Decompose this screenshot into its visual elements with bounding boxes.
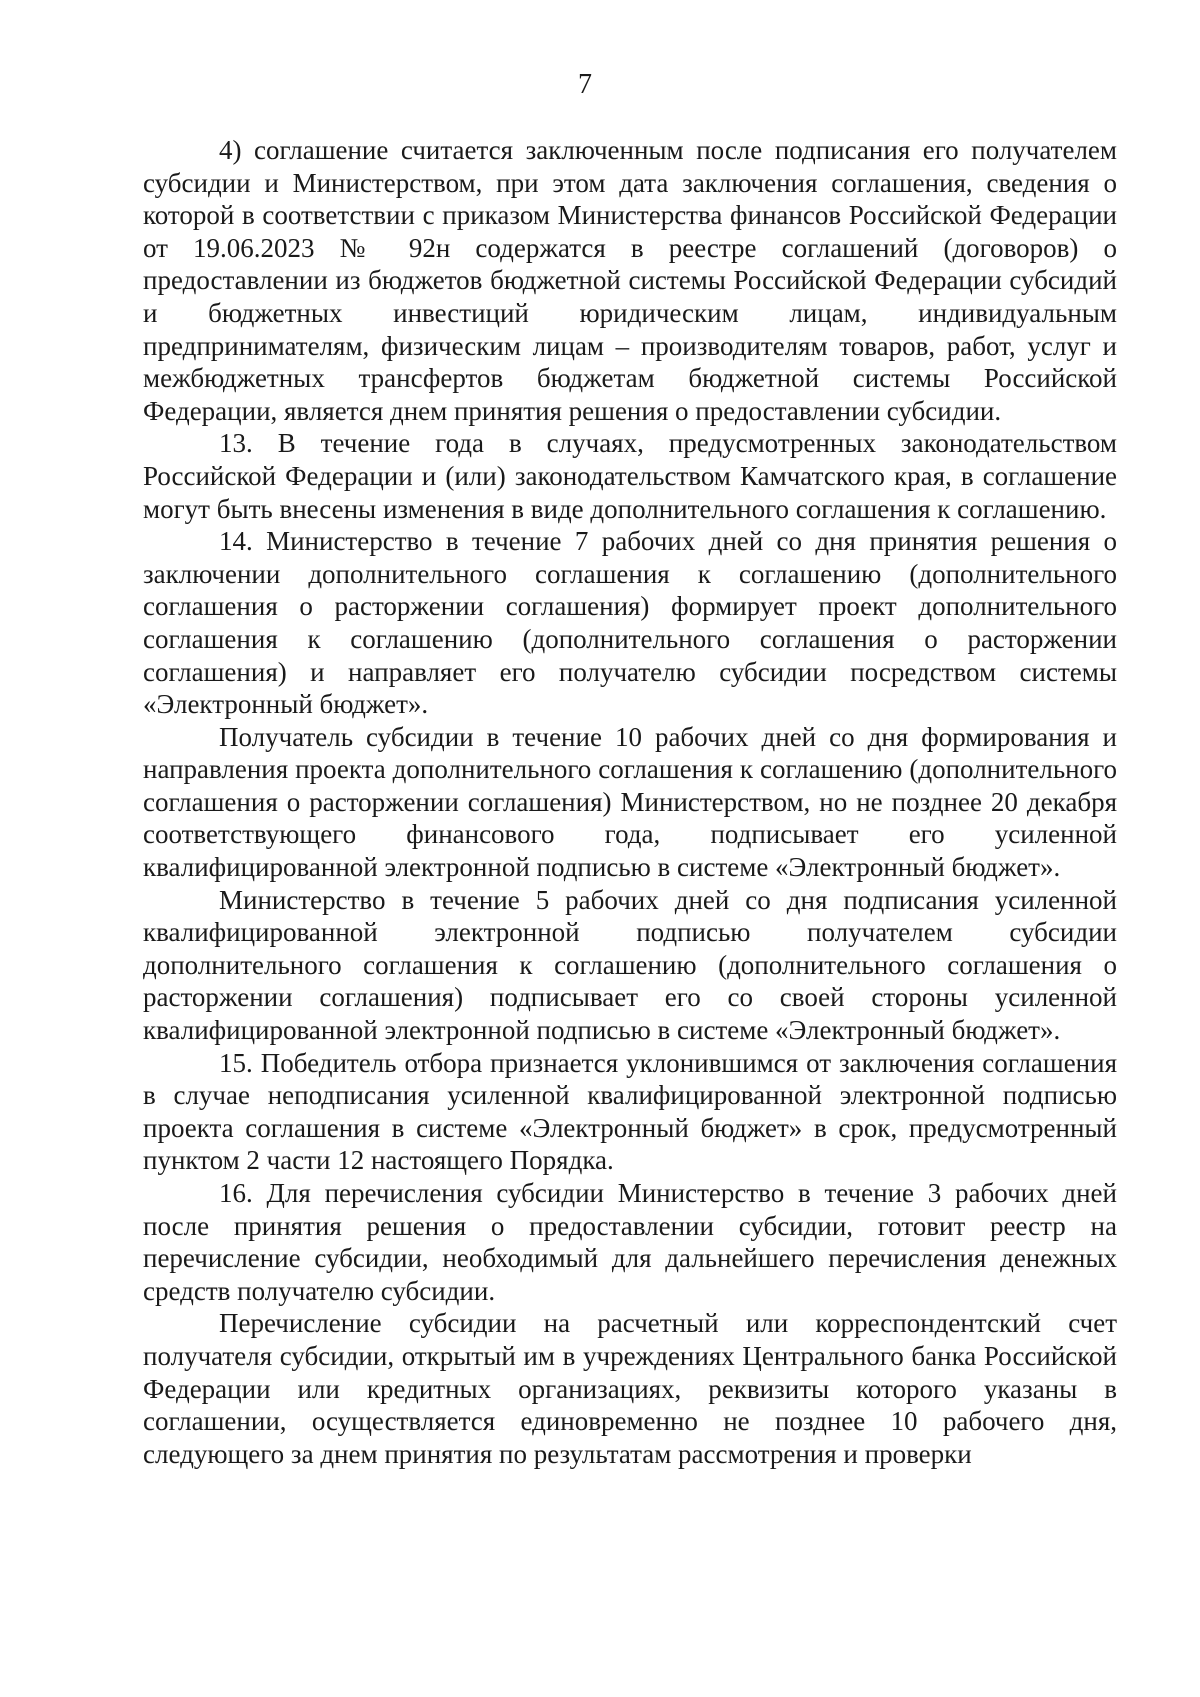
paragraph-16-transfer: Перечисление субсидии на расчетный или корреспондентский счет получателя субсидии, открытый им в учреждениях Центрального банка Российской Федерации или кредитных организациях, реквизиты которого указаны в соглашении, осуществляется единовременно не позднее 10 рабочего дня, следующего за днем принятия по результатам рассмотрения и проверки	[143, 1308, 1117, 1469]
paragraph-clause-4: 4) соглашение считается заключенным после подписания его получателем субсидии и Министерством, при этом дата заключения соглашения, сведения о которой в соответствии с приказом Министерства финансов Российской Федерации от 19.06.2023 № 92н содержатся в реестре соглашений (договоров) о предоставлении из бюджетов бюджетной системы Российской Федерации субсидий и бюджетных инвестиций юридическим лицам, индивидуальным предпринимателям, физическим лицам – производителям товаров, работ, услуг и межбюджетных трансфертов бюджетам бюджетной системы Российской Федерации, является днем принятия решения о предоставлении субсидии.	[143, 135, 1117, 426]
paragraph-14: 14. Министерство в течение 7 рабочих дней со дня принятия решения о заключении дополнительного соглашения к соглашению (дополнительного соглашения о расторжении соглашения) формирует проект дополнительного соглашения к соглашению (дополнительного соглашения о расторжении соглашения) и направляет его получателю субсидии посредством системы «Электронный бюджет».	[143, 526, 1117, 720]
paragraph-14-ministry: Министерство в течение 5 рабочих дней со дня подписания усиленной квалифицированной электронной подписью получателем субсидии дополнительного соглашения к соглашению (дополнительного соглашения о расторжении соглашения) подписывает его со своей стороны усиленной квалифицированной электронной подписью в системе «Электронный бюджет».	[143, 884, 1117, 1046]
paragraph-15: 15. Победитель отбора признается уклонившимся от заключения соглашения в случае неподписания усиленной квалифицированной электронной подписью проекта соглашения в системе «Электронный бюджет» в срок, предусмотренный пунктом 2 части 12 настоящего Порядка.	[143, 1047, 1117, 1176]
paragraph-13: 13. В течение года в случаях, предусмотренных законодательством Российской Федерации и (или) законодательством Камчатского края, в соглашение могут быть внесены изменения в виде дополнительного соглашения к соглашению.	[143, 428, 1117, 524]
page-number: 7	[578, 69, 592, 100]
paragraph-14-recipient: Получатель субсидии в течение 10 рабочих дней со дня формирования и направления проекта дополнительного соглашения к соглашению (дополнительного соглашения о расторжении соглашения) Министерством, но не позднее 20 декабря соответствующего финансового года, подписывает его усиленной квалифицированной электронной подписью в системе «Электронный бюджет».	[143, 721, 1117, 883]
document-body	[143, 134, 1117, 1470]
paragraph-16: 16. Для перечисления субсидии Министерство в течение 3 рабочих дней после принятия решения о предоставлении субсидии, готовит реестр на перечисление субсидии, необходимый для дальнейшего перечисления денежных средств получателю субсидии.	[143, 1178, 1117, 1306]
